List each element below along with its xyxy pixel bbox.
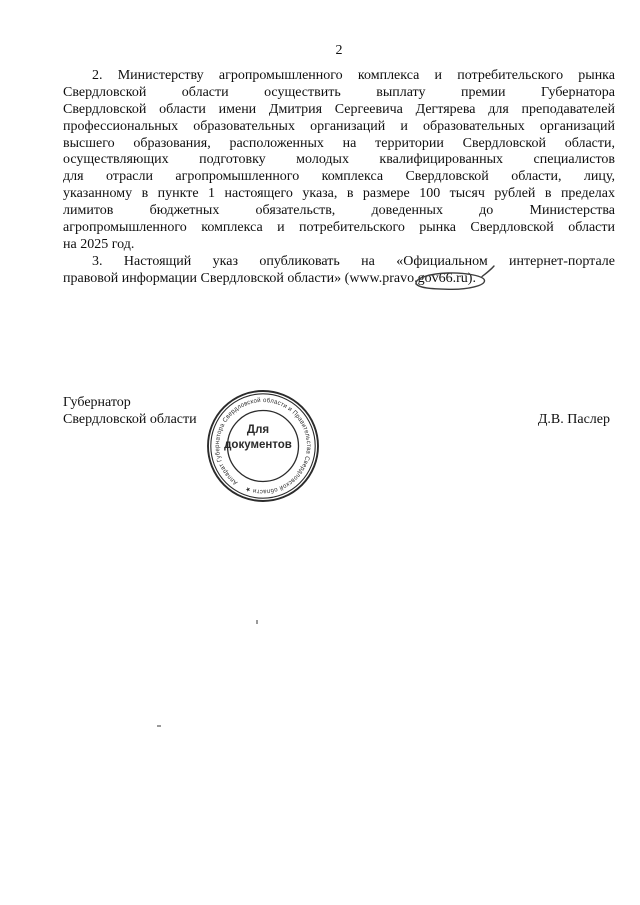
signer-title-line: Губернатор [63,395,131,410]
stamp-center-text-line2: документов [224,439,292,451]
paragraph-2-line: на 2025 год. [63,236,135,252]
paragraph-2-line: профессиональных образовательных организаций и образовательных организаций [63,118,615,134]
paragraph-2-line: Свердловской области имени Дмитрия Сергеевича Дегтярева для преподавателей [63,101,615,117]
url-text-circled: gov66.ru) [417,270,473,286]
paragraph-3-line [63,271,615,288]
signer-title [63,395,197,429]
circled-url [418,271,473,286]
signer-title-line: Свердловской области [63,411,197,427]
official-stamp [188,371,338,521]
paragraph-3-line: 3. Настоящий указ опубликовать на «Официальном интернет-портале [92,253,615,269]
scan-artifact [256,620,258,624]
paragraph-2-line: Свердловской области осуществить выплату премии Губернатора [63,84,615,100]
url-text-before: правовой информации Свердловской области» (www.pravo. [63,270,418,286]
page-number: 2 [335,43,343,58]
paragraph-2-line: 2. Министерству агропромышленного комплекса и потребительского рынка [92,67,615,83]
paragraph-2-line: для отрасли агропромышленного комплекса Свердловской области, лицу, [63,169,615,185]
document-body [63,43,615,288]
paragraph-2-line: осуществляющих подготовку молодых квалифицированных специалистов [63,152,615,168]
url-text-after: . [472,270,476,286]
paragraph-2-line: лимитов бюджетных обязательств, доведенных до Министерства [63,203,615,219]
stamp-center-text-line1: Для [246,424,270,436]
paragraph-3 [63,254,615,288]
signer-name: Д.В. Паслер [537,411,610,427]
scan-artifact [157,725,161,727]
stamp-ring-text: Аппарат Губернатора Свердловской области и Правительства Свердловской области ★ [214,396,312,495]
paragraph-2-line: высшего образования, расположенных на территории Свердловской области, [63,135,615,151]
paragraph-2-line: агропромышленного комплекса и потребительского рынка Свердловской области [63,220,615,236]
paragraph-2 [63,68,615,254]
paragraph-2-line: указанному в пункте 1 настоящего указа, в размере 100 тысяч рублей в пределах [63,186,615,202]
